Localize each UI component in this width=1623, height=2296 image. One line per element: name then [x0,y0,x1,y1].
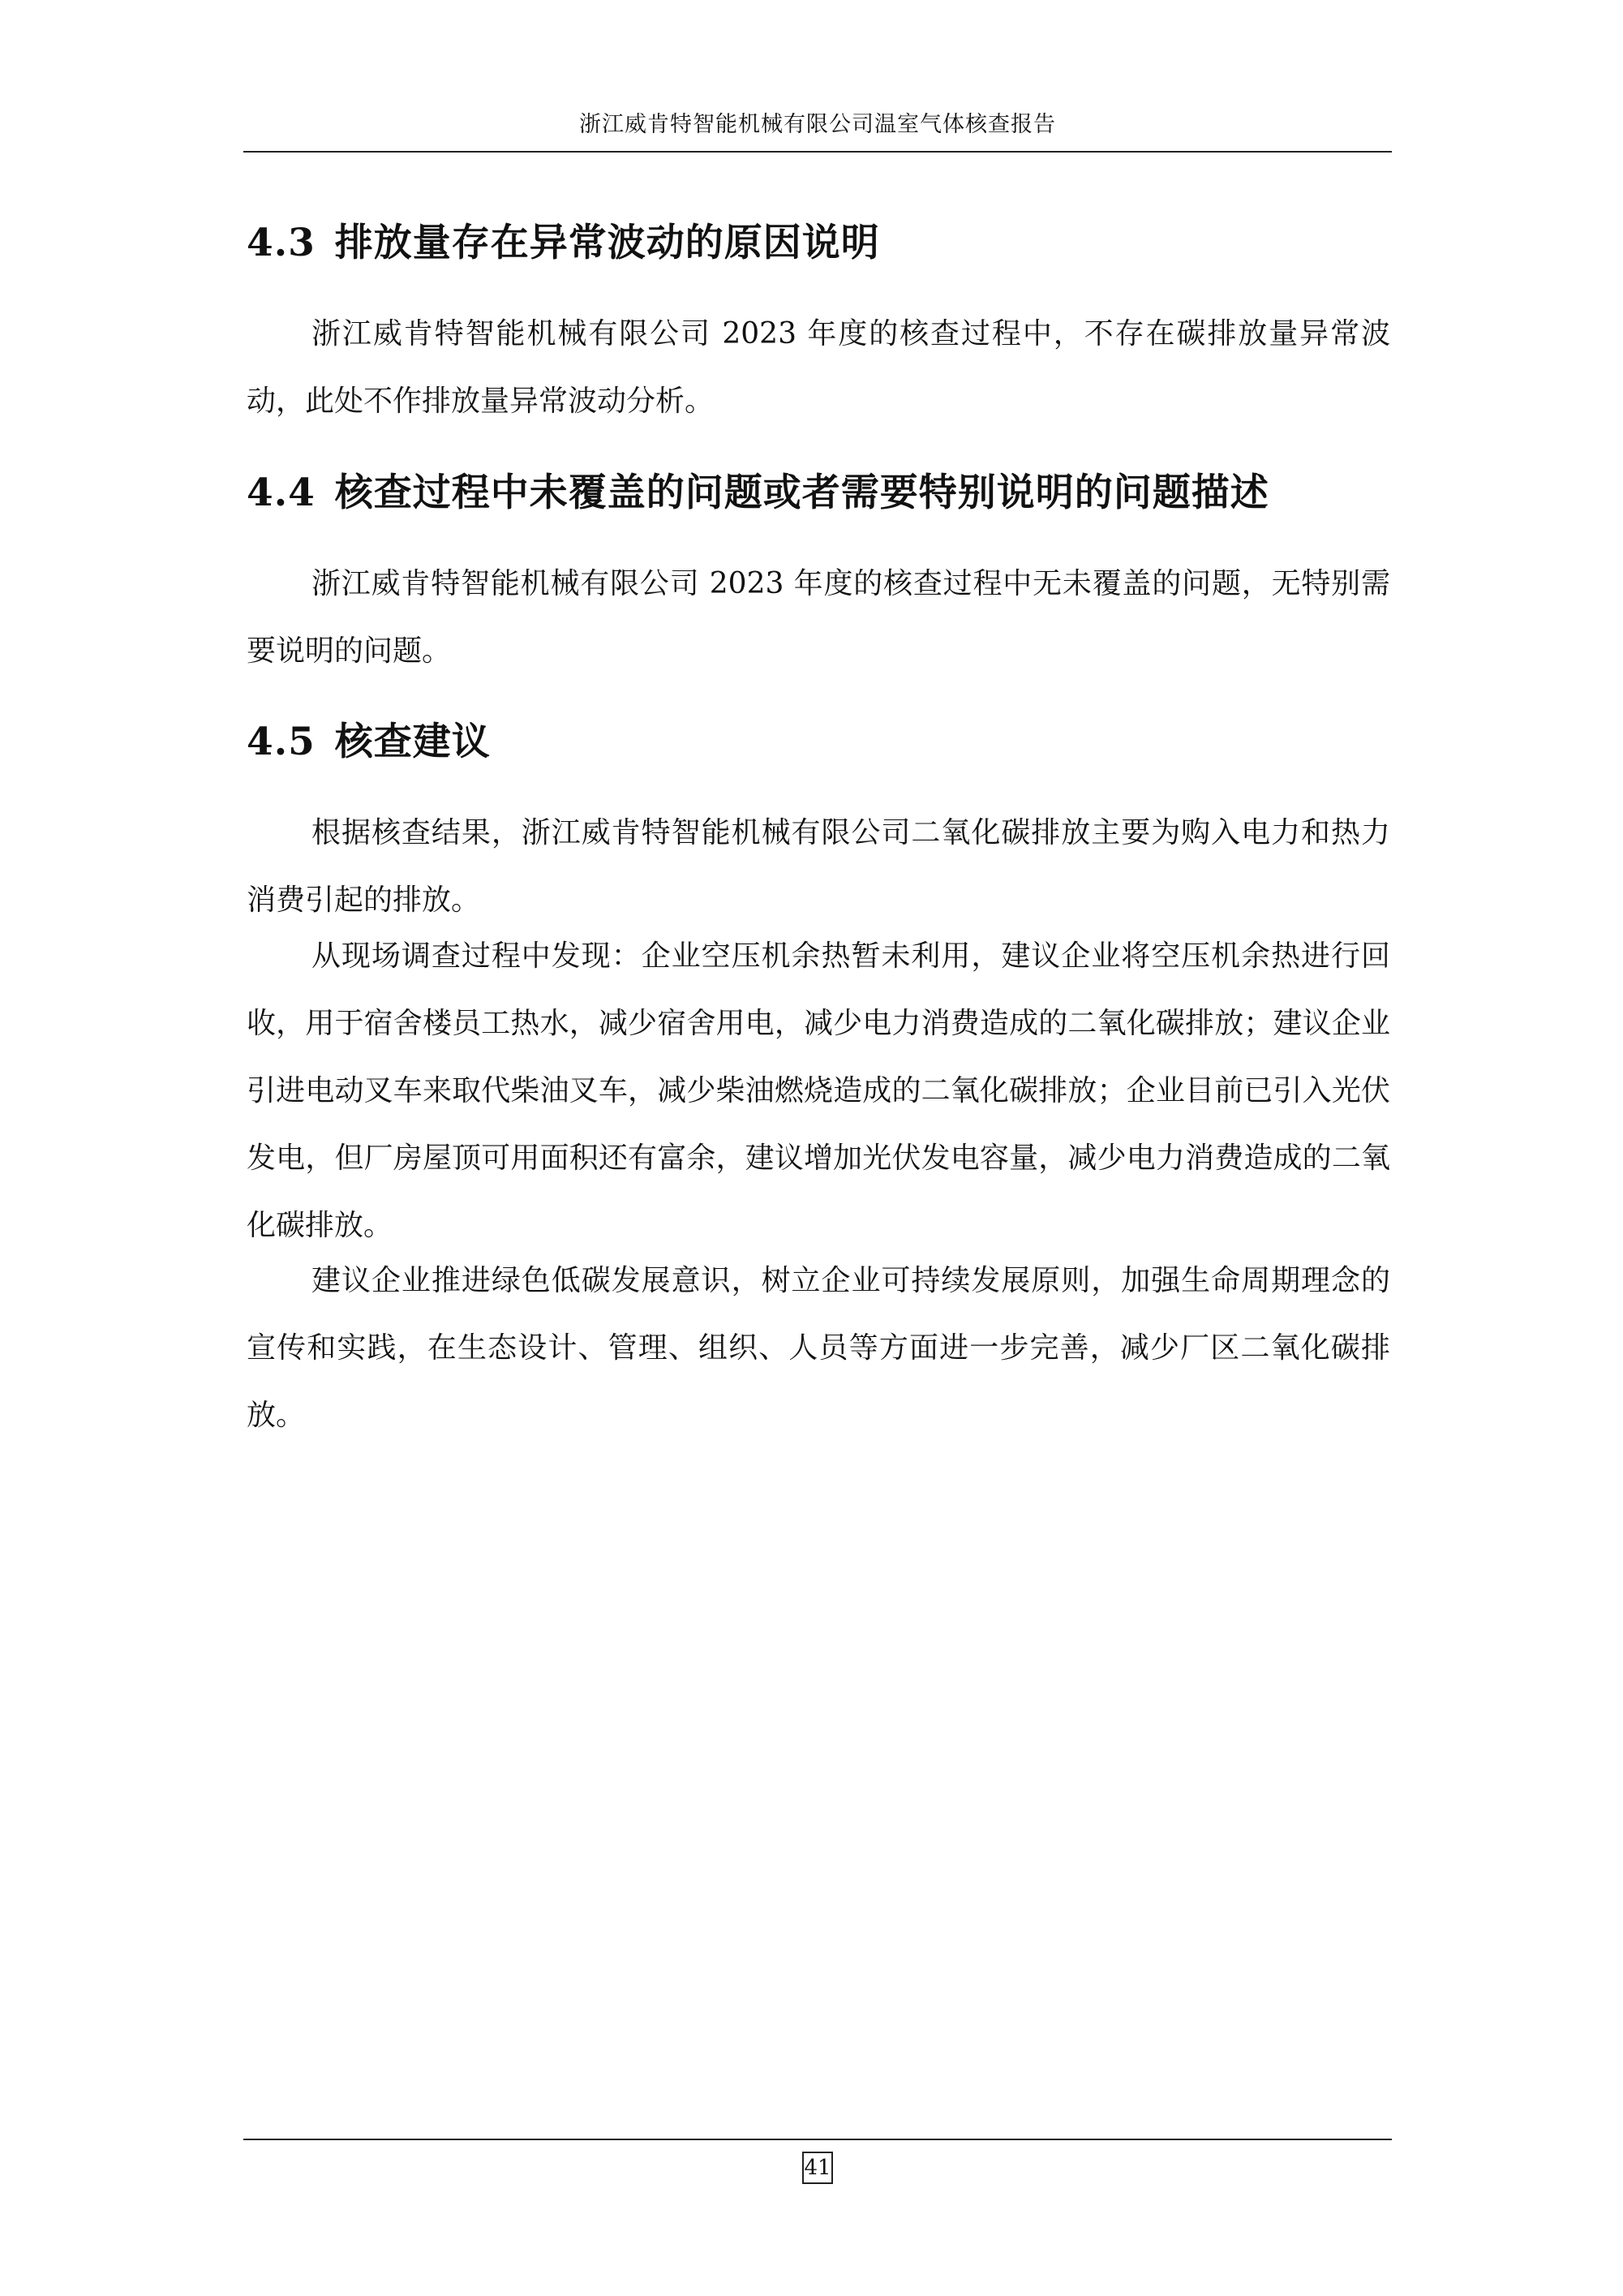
paragraph: 建议企业推进绿色低碳发展意识，树立企业可持续发展原则，加强生命周期理念的宣传和实践，在生态设计、管理、组织、人员等方面进一步完善，减少厂区二氧化碳排放。 [247,1264,1390,1432]
section-title: 排放量存在异常波动的原因说明 [334,221,880,265]
paragraph: 从现场调查过程中发现：企业空压机余热暂未利用，建议企业将空压机余热进行回收，用于宿舍楼员工热水，减少宿舍用电，减少电力消费造成的二氧化碳排放；建议企业引进电动叉车来取代柴油叉车，减少柴油燃烧造成的二氧化碳排放；企业目前已引入光伏发电，但厂房屋顶可用面积还有富余，建议增加光伏发电容量，减少电力消费造成的二氧化碳排放。 [247,939,1390,1242]
section-heading-4-3 [247,219,880,268]
paragraph: 浙江威肯特智能机械有限公司 2023 年度的核查过程中，不存在碳排放量异常波动，此处不作排放量异常波动分析。 [247,317,1390,418]
section-number: 4.4 [247,471,316,515]
section-title: 核查建议 [334,720,491,764]
section-heading-4-5 [247,718,491,767]
paragraph: 浙江威肯特智能机械有限公司 2023 年度的核查过程中无未覆盖的问题，无特别需要说明的问题。 [247,567,1390,668]
section-number: 4.5 [247,720,316,764]
section-number: 4.3 [247,221,316,265]
header-title: 浙江威肯特智能机械有限公司温室气体核查报告 [579,112,1056,137]
footer-divider [243,2139,1392,2140]
page-number: 41 [802,2152,833,2184]
paragraph: 根据核查结果，浙江威肯特智能机械有限公司二氧化碳排放主要为购入电力和热力消费引起的排放。 [247,816,1390,917]
section-heading-4-4 [247,469,1269,518]
header-divider [243,151,1392,153]
section-title: 核查过程中未覆盖的问题或者需要特别说明的问题描述 [334,471,1269,515]
